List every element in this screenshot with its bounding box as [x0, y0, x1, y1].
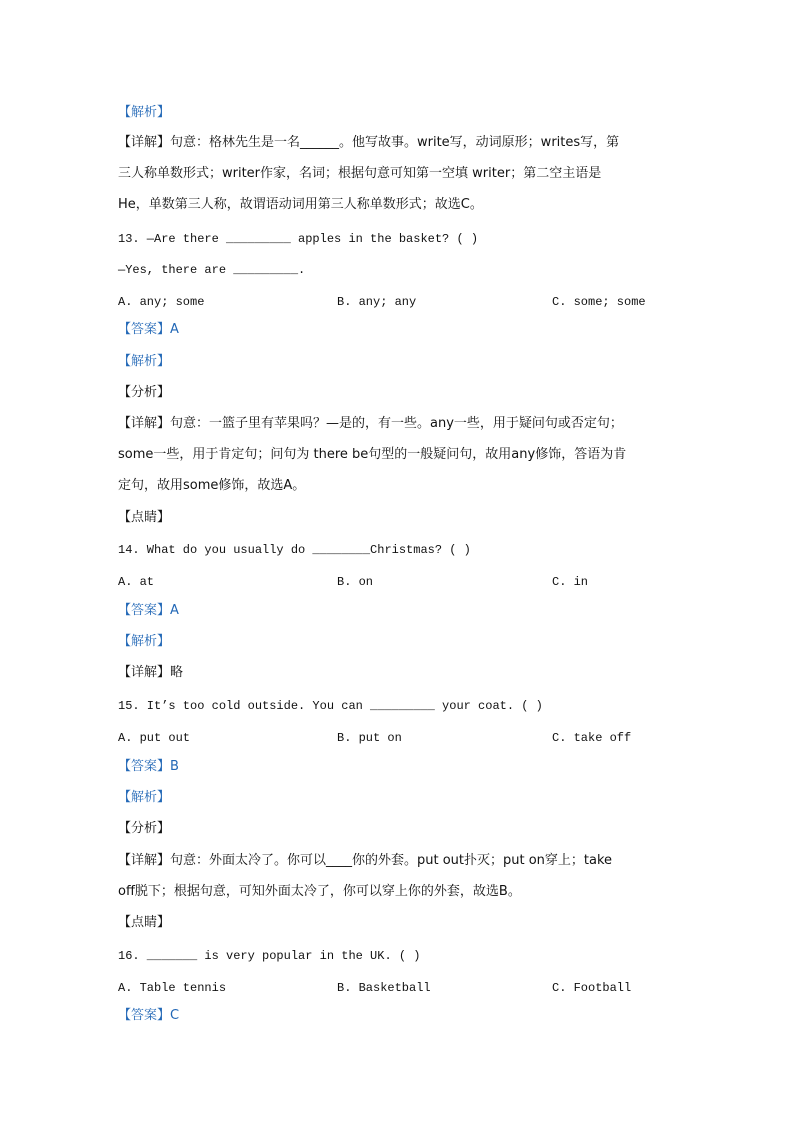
question-15: 15. It’s too cold outside. You can _________ your coat. ( ) — [118, 699, 543, 713]
explanation-text: 【详解】略 — [118, 665, 184, 680]
analysis-label: 【解析】 — [118, 790, 171, 805]
explanation-text: 【详解】句意：格林先生是一名______。他写故事。write写，动词原形；writes写，第 — [118, 135, 620, 150]
option-c: C. in — [552, 575, 589, 589]
answer-label: 【答案】A — [118, 322, 179, 337]
option-c: C. take off — [552, 731, 632, 745]
option-a: A. any; some — [118, 295, 205, 309]
breakdown-label: 【分析】 — [118, 821, 171, 836]
breakdown-label: 【分析】 — [118, 385, 171, 400]
option-a: A. Table tennis — [118, 981, 227, 995]
question-14: 14. What do you usually do ________Christmas? ( ) — [118, 543, 471, 557]
analysis-label: 【解析】 — [118, 354, 171, 369]
explanation-text: off脱下；根据句意，可知外面太冷了，你可以穿上你的外套，故选B。 — [118, 884, 521, 899]
remark-label: 【点睛】 — [118, 915, 171, 930]
explanation-text: some一些，用于肯定句；问句为 there be句型的一般疑问句，故用any修饰，答语为肯 — [118, 447, 627, 462]
explanation-text: 【详解】句意：外面太冷了。你可以____你的外套。put out扑灭；put on穿上；take — [118, 853, 613, 868]
option-a: A. at — [118, 575, 155, 589]
explanation-text: 三人称单数形式；writer作家，名词；根据句意可知第一空填 writer；第二空主语是 — [118, 166, 602, 181]
question-13-reply: —Yes, there are _________. — [118, 263, 306, 277]
option-b: B. Basketball — [337, 981, 431, 995]
option-c: C. some; some — [552, 295, 646, 309]
option-a: A. put out — [118, 731, 191, 745]
option-b: B. put on — [337, 731, 402, 745]
remark-label: 【点睛】 — [118, 510, 171, 525]
question-16: 16. _______ is very popular in the UK. ( ) — [118, 949, 421, 963]
answer-label: 【答案】A — [118, 603, 179, 618]
answer-label: 【答案】C — [118, 1008, 180, 1023]
option-c: C. Football — [552, 981, 632, 995]
explanation-text: He，单数第三人称，故谓语动词用第三人称单数形式；故选C。 — [118, 197, 483, 212]
analysis-label: 【解析】 — [118, 105, 171, 120]
option-b: B. any; any — [337, 295, 417, 309]
analysis-label: 【解析】 — [118, 634, 171, 649]
explanation-text: 【详解】句意：一篮子里有苹果吗？—是的，有一些。any一些，用于疑问句或否定句； — [118, 416, 623, 431]
option-b: B. on — [337, 575, 374, 589]
question-13: 13. —Are there _________ apples in the basket? ( ) — [118, 232, 479, 246]
explanation-text: 定句，故用some修饰，故选A。 — [118, 478, 306, 493]
answer-label: 【答案】B — [118, 759, 179, 774]
